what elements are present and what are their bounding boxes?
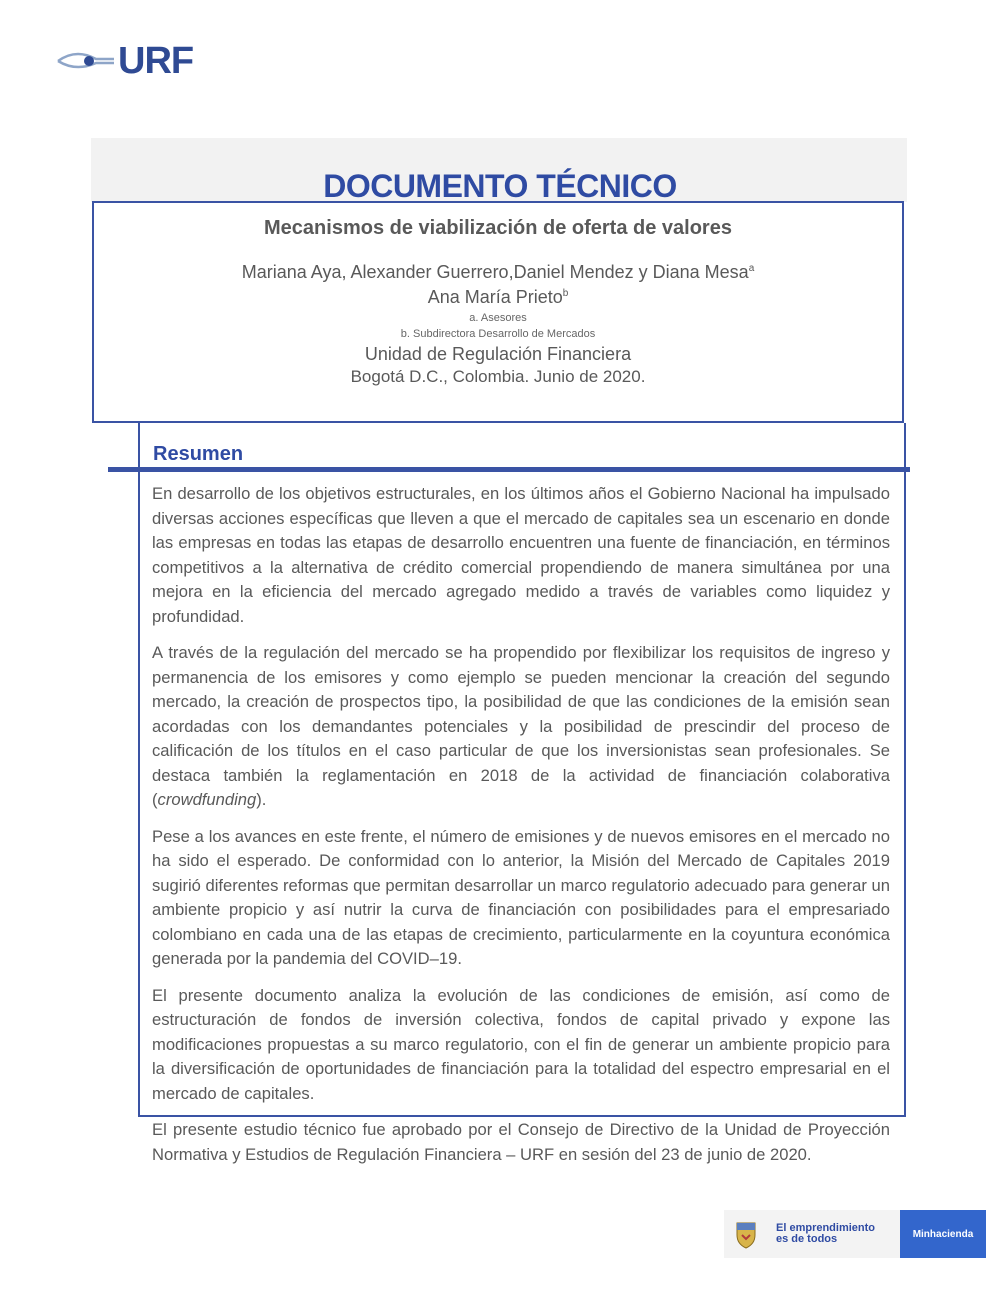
resumen-body xyxy=(152,482,890,1164)
paragraph-2-main: A través de la regulación del mercado se ha propendido por flexibilizar los requisitos de ingreso y permanencia de los emisores y como ejemplo se pueden mencionar la creación del segundo mercado, la creación de prospectos tipo, la posibilidad de que las condiciones de la emisión sean acordadas con los demandantes potenciales y la posibilidad de prescindir del proceso de calificación de los títulos en el caso particular de que los inversionistas sean profesionales. Se destaca también la reglamentación en 2018 de la actividad de financiación colaborativa ( xyxy=(152,643,890,809)
footer-logos xyxy=(724,1210,986,1258)
paragraph-2-italic: crowdfunding xyxy=(157,790,257,809)
paragraph-4: El presente documento analiza la evolución de las condiciones de emisión, así como de estructuración de fondos de inversión colectiva, fondos de capital privado y expone las modificaciones propuestas a su marco regulatorio, con el fin de generar un ambiente propicio para la diversificación de oportunidades de financiación para la totalidad del espectro empresarial en el mercado de capitales. xyxy=(152,985,890,1103)
authors-line-2 xyxy=(94,287,902,308)
government-block xyxy=(724,1210,900,1258)
logo-text: URF xyxy=(118,40,194,82)
place-date: Bogotá D.C., Colombia. Junio de 2020. xyxy=(350,367,646,386)
affiliation-note-b: b. Subdirectora Desarrollo de Mercados xyxy=(400,328,596,340)
ministry-badge: Minhacienda xyxy=(900,1210,986,1258)
authors-sup-a: a xyxy=(748,263,755,274)
paragraph-5: El presente estudio técnico fue aprobado por el Consejo de Directivo de la Unidad de Proyección Normativa y Estudios de Regulación Financiera – URF en sesión del 23 de junio de 2020. xyxy=(152,1120,890,1164)
paragraph-2 xyxy=(152,641,890,813)
affiliation-note-a: a. Asesores xyxy=(469,312,527,324)
paragraph-2-end: ). xyxy=(256,790,267,809)
resumen-heading: Resumen xyxy=(153,443,244,465)
slogan-line-2: es de todos xyxy=(776,1233,838,1245)
government-slogan xyxy=(776,1223,875,1245)
resumen-divider xyxy=(108,467,910,472)
authors-sup-b: b xyxy=(562,288,569,299)
authors-names-1: Mariana Aya, Alexander Guerrero,Daniel Mendez y Diana Mesa xyxy=(241,262,749,282)
paragraph-1: En desarrollo de los objetivos estructurales, en los últimos años el Gobierno Nacional ha impulsado diversas acciones específicas que lleven a que el mercado de capitales sea un escenario en donde las empresas en todas las etapas de desarrollo encuentren una fuente de financiación, en términos competitivos a la alternativa de crédito comercial propendiendo de manera simultánea por una mejora en la eficiencia del mercado agregado medido a través de variables como liquidez y profundidad. xyxy=(152,484,890,626)
slogan-line-1: El emprendimiento xyxy=(776,1222,876,1234)
document-title: DOCUMENTO TÉCNICO xyxy=(323,168,677,204)
title-info-box xyxy=(92,201,904,423)
eye-icon xyxy=(56,46,120,76)
organization-name: Unidad de Regulación Financiera xyxy=(364,344,632,364)
urf-logo xyxy=(56,40,206,85)
document-subtitle: Mecanismos de viabilización de oferta de valores xyxy=(264,217,732,239)
authors-line-1 xyxy=(94,262,902,283)
paragraph-3: Pese a los avances en este frente, el número de emisiones y de nuevos emisores en el mercado no ha sido el esperado. De conformidad con lo anterior, la Misión del Mercado de Capitales 2019 sugirió diferentes reformas que permitan desarrollar un marco regulatorio adecuado para generar un ambiente propicio y así nutrir la curva de financiación con posibilidades para el empresariado colombiano en cada una de las etapas de crecimiento, particularmente en la coyuntura económica generada por la pandemia del COVID–19. xyxy=(152,826,890,968)
colombia-coat-of-arms-icon xyxy=(734,1219,758,1249)
authors-names-2: Ana María Prieto xyxy=(427,287,563,307)
